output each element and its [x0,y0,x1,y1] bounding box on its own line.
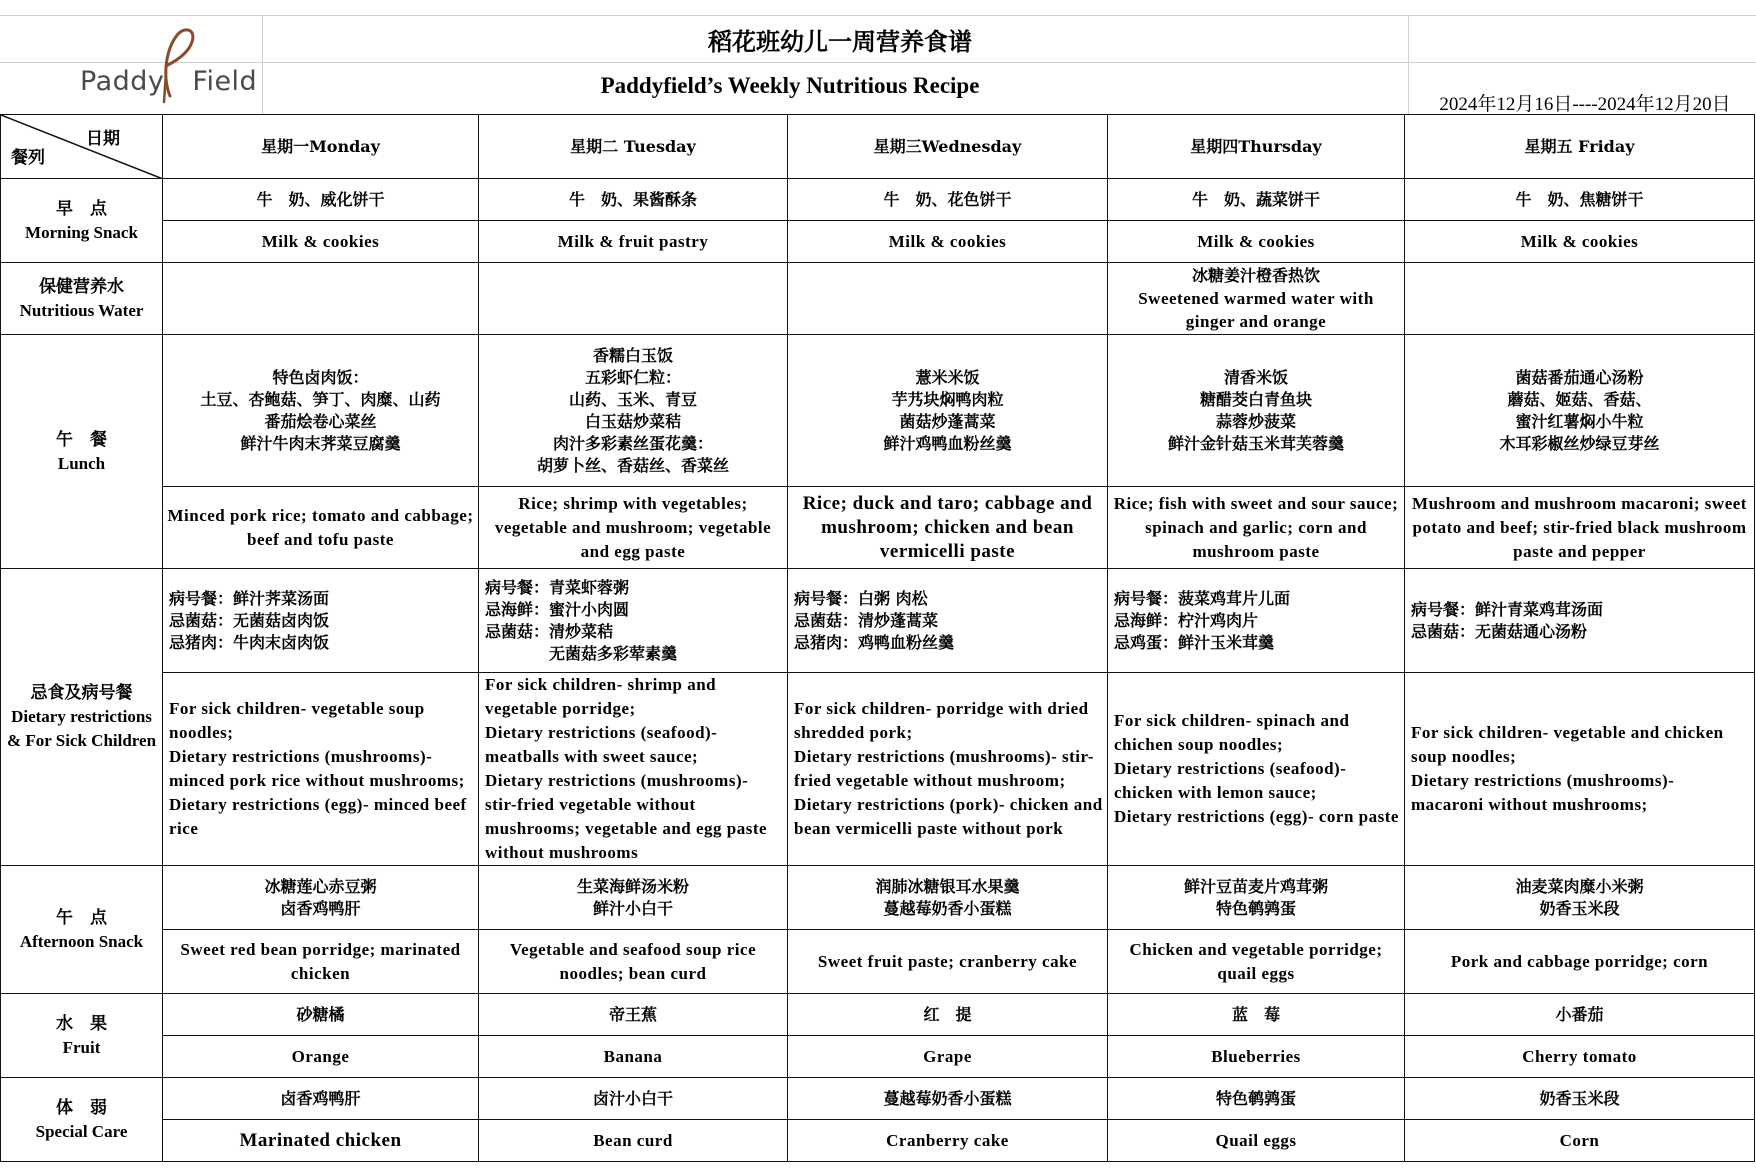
morning-snack-cn-tue: 牛 奶、果酱酥条 [479,179,788,221]
corner-day-label: 日期 [86,129,120,149]
fruit-cn-wed: 红 提 [788,994,1108,1036]
row-label-cn: 体 弱 [56,1097,107,1118]
row-label-en: Morning Snack [25,222,138,242]
dietary-row-en [1,673,1755,866]
dietary-cn-fri: 病号餐：鲜汁青菜鸡茸汤面 忌菌菇：无菌菇通心汤粉 [1405,569,1755,673]
afternoon-snack-en-tue: Vegetable and seafood soup rice noodles; bean curd [479,930,788,994]
day-header-tuesday: 星期二 Tuesday [479,115,788,179]
logo-text-paddy: Paddy [80,66,165,97]
dietary-en-fri: For sick children- vegetable and chicken soup noodles; Dietary restrictions (mushrooms)- macaroni without mushrooms; [1405,673,1755,866]
dietary-cn-thu: 病号餐：菠菜鸡茸片儿面 忌海鲜：柠汁鸡肉片 忌鸡蛋：鲜汁玉米茸羹 [1108,569,1405,673]
lunch-en-wed: Rice; duck and taro; cabbage and mushroom; chicken and bean vermicelli paste [788,487,1108,569]
special-care-cn-tue: 卤汁小白干 [479,1078,788,1120]
corner-cell [1,115,163,179]
morning-snack-en-wed: Milk & cookies [788,221,1108,263]
afternoon-snack-row-cn [1,866,1755,930]
special-care-en-tue: Bean curd [479,1120,788,1162]
fruit-cn-mon: 砂糖橘 [163,994,479,1036]
fruit-cn-fri: 小番茄 [1405,994,1755,1036]
lunch-row-cn [1,335,1755,487]
dietary-en-tue: For sick children- shrimp and vegetable porridge; Dietary restrictions (seafood)- meatballs with sweet sauce; Dietary restrictions (mushrooms)- stir-fried vegetable without mushrooms; vegetable and egg paste without mushrooms [479,673,788,866]
afternoon-snack-en-fri: Pork and cabbage porridge; corn [1405,930,1755,994]
lunch-row-en [1,487,1755,569]
row-label-fruit [1,994,163,1078]
nutritious-water-row [1,263,1755,335]
lunch-en-fri: Mushroom and mushroom macaroni; sweet potato and beef; stir-fried black mushroom paste and pepper [1405,487,1755,569]
day-header-friday: 星期五 Friday [1405,115,1755,179]
page-title-cn: 稻花班幼儿一周营养食谱 [708,27,972,56]
morning-snack-en-fri: Milk & cookies [1405,221,1755,263]
row-label-morning-snack [1,179,163,263]
nutritious-water-mon [163,263,479,335]
lunch-en-tue: Rice; shrimp with vegetables; vegetable and mushroom; vegetable and egg paste [479,487,788,569]
logo-text-field: Field [192,66,258,97]
special-care-cn-mon: 卤香鸡鸭肝 [163,1078,479,1120]
date-range: 2024年12月16日----2024年12月20日 [1439,94,1731,115]
special-care-cn-wed: 蔓越莓奶香小蛋糕 [788,1078,1108,1120]
nutritious-water-thu-en: Sweetened warmed water with ginger and orange [1138,289,1374,331]
day-header-thursday: 星期四Thursday [1108,115,1405,179]
special-care-cn-thu: 特色鹌鹑蛋 [1108,1078,1405,1120]
row-label-cn: 忌食及病号餐 [30,683,133,703]
fruit-en-mon: Orange [163,1036,479,1078]
nutritious-water-fri [1405,263,1755,335]
row-label-lunch [1,335,163,569]
morning-snack-row-cn [1,179,1755,221]
fruit-en-fri: Cherry tomato [1405,1036,1755,1078]
morning-snack-cn-mon: 牛 奶、威化饼干 [163,179,479,221]
special-care-cn-fri: 奶香玉米段 [1405,1078,1755,1120]
morning-snack-cn-wed: 牛 奶、花色饼干 [788,179,1108,221]
afternoon-snack-en-thu: Chicken and vegetable porridge; quail eggs [1108,930,1405,994]
day-header-monday: 星期一Monday [163,115,479,179]
fruit-row-en [1,1036,1755,1078]
morning-snack-row-en [1,221,1755,263]
fruit-en-tue: Banana [479,1036,788,1078]
fruit-en-wed: Grape [788,1036,1108,1078]
nutritious-water-wed [788,263,1108,335]
fruit-cn-thu: 蓝 莓 [1108,994,1405,1036]
dietary-en-wed: For sick children- porridge with dried shredded pork; Dietary restrictions (mushrooms)- stir-fried vegetable without mushroom; Dietary restrictions (pork)- chicken and bean vermicelli paste without pork [788,673,1108,866]
afternoon-snack-cn-thu: 鲜汁豆苗麦片鸡茸粥 特色鹌鹑蛋 [1108,866,1405,930]
row-label-afternoon-snack [1,866,163,994]
special-care-en-wed: Cranberry cake [788,1120,1108,1162]
lunch-en-mon: Minced pork rice; tomato and cabbage; beef and tofu paste [163,487,479,569]
lunch-cn-mon: 特色卤肉饭： 土豆、杏鲍菇、笋丁、肉糜、山药 番茄烩卷心菜丝 鲜汁牛肉末荠菜豆腐羹 [163,335,479,487]
dietary-cn-wed: 病号餐：白粥 肉松 忌菌菇：清炒蓬蒿菜 忌猪肉：鸡鸭血粉丝羹 [788,569,1108,673]
row-label-en: Nutritious Water [19,300,144,320]
afternoon-snack-row-en [1,930,1755,994]
lunch-cn-fri: 菌菇番茄通心汤粉 蘑菇、姬菇、香菇、 蜜汁红薯焖小牛粒 木耳彩椒丝炒绿豆芽丝 [1405,335,1755,487]
morning-snack-en-thu: Milk & cookies [1108,221,1405,263]
special-care-en-fri: Corn [1405,1120,1755,1162]
morning-snack-en-tue: Milk & fruit pastry [479,221,788,263]
paddyfield-logo [62,26,262,106]
weekly-menu-table [0,114,1755,1162]
special-care-row-en [1,1120,1755,1162]
row-label-nutritious-water [1,263,163,335]
fruit-row-cn [1,994,1755,1036]
morning-snack-cn-thu: 牛 奶、蔬菜饼干 [1108,179,1405,221]
morning-snack-en-mon: Milk & cookies [163,221,479,263]
row-label-cn: 水 果 [56,1013,107,1034]
row-label-en: Fruit [62,1037,101,1057]
dietary-en-mon: For sick children- vegetable soup noodles; Dietary restrictions (mushrooms)- minced pork rice without mushrooms; Dietary restrictions (egg)- minced beef rice [163,673,479,866]
row-label-en: Special Care [35,1121,128,1141]
row-label-cn: 早 点 [56,198,107,219]
fruit-cn-tue: 帝王蕉 [479,994,788,1036]
corner-meal-label: 餐列 [11,148,45,168]
nutritious-water-thu-cn: 冰糖姜汁橙香热饮 [1191,266,1320,285]
row-label-cn: 午 餐 [56,429,107,450]
row-label-en: Lunch [57,453,106,473]
dietary-cn-mon: 病号餐：鲜汁荠菜汤面 忌菌菇：无菌菇卤肉饭 忌猪肉：牛肉末卤肉饭 [163,569,479,673]
dietary-en-thu: For sick children- spinach and chichen soup noodles; Dietary restrictions (seafood)- chicken with lemon sauce; Dietary restrictions (egg)- corn paste [1108,673,1405,866]
row-label-special-care [1,1078,163,1162]
lunch-en-thu: Rice; fish with sweet and sour sauce; spinach and garlic; corn and mushroom paste [1108,487,1405,569]
page-title-en: Paddyfield’s Weekly Nutritious Recipe [600,73,980,98]
special-care-en-thu: Quail eggs [1108,1120,1405,1162]
row-label-en: Dietary restrictions & For Sick Children [6,707,157,750]
row-label-en: Afternoon Snack [19,931,144,951]
dietary-cn-tue: 病号餐：青菜虾蓉粥 忌海鲜：蜜汁小肉圆 忌菌菇：清炒菜秸 无菌菇多彩荤素羹 [479,569,788,673]
afternoon-snack-cn-fri: 油麦菜肉糜小米粥 奶香玉米段 [1405,866,1755,930]
lunch-cn-tue: 香糯白玉饭 五彩虾仁粒： 山药、玉米、青豆 白玉菇炒菜秸 肉汁多彩素丝蛋花羹： 胡萝卜丝、香菇丝、香菜丝 [479,335,788,487]
afternoon-snack-cn-tue: 生菜海鲜汤米粉 鲜汁小白干 [479,866,788,930]
nutritious-water-tue [479,263,788,335]
row-label-dietary [1,569,163,866]
row-label-cn: 午 点 [56,907,107,928]
document-header [0,0,1756,114]
afternoon-snack-en-wed: Sweet fruit paste; cranberry cake [788,930,1108,994]
row-label-cn: 保健营养水 [39,276,124,297]
special-care-en-mon: Marinated chicken [163,1120,479,1162]
afternoon-snack-cn-mon: 冰糖莲心赤豆粥 卤香鸡鸭肝 [163,866,479,930]
afternoon-snack-cn-wed: 润肺冰糖银耳水果羹 蔓越莓奶香小蛋糕 [788,866,1108,930]
morning-snack-cn-fri: 牛 奶、焦糖饼干 [1405,179,1755,221]
table-header-row [1,115,1755,179]
lunch-cn-wed: 薏米米饭 芋艿块焖鸭肉粒 菌菇炒蓬蒿菜 鲜汁鸡鸭血粉丝羹 [788,335,1108,487]
lunch-cn-thu: 清香米饭 糖醋茭白青鱼块 蒜蓉炒菠菜 鲜汁金针菇玉米茸芙蓉羹 [1108,335,1405,487]
dietary-row-cn [1,569,1755,673]
day-header-wednesday: 星期三Wednesday [788,115,1108,179]
fruit-en-thu: Blueberries [1108,1036,1405,1078]
nutritious-water-thu [1108,263,1405,335]
afternoon-snack-en-mon: Sweet red bean porridge; marinated chicken [163,930,479,994]
special-care-row-cn [1,1078,1755,1120]
